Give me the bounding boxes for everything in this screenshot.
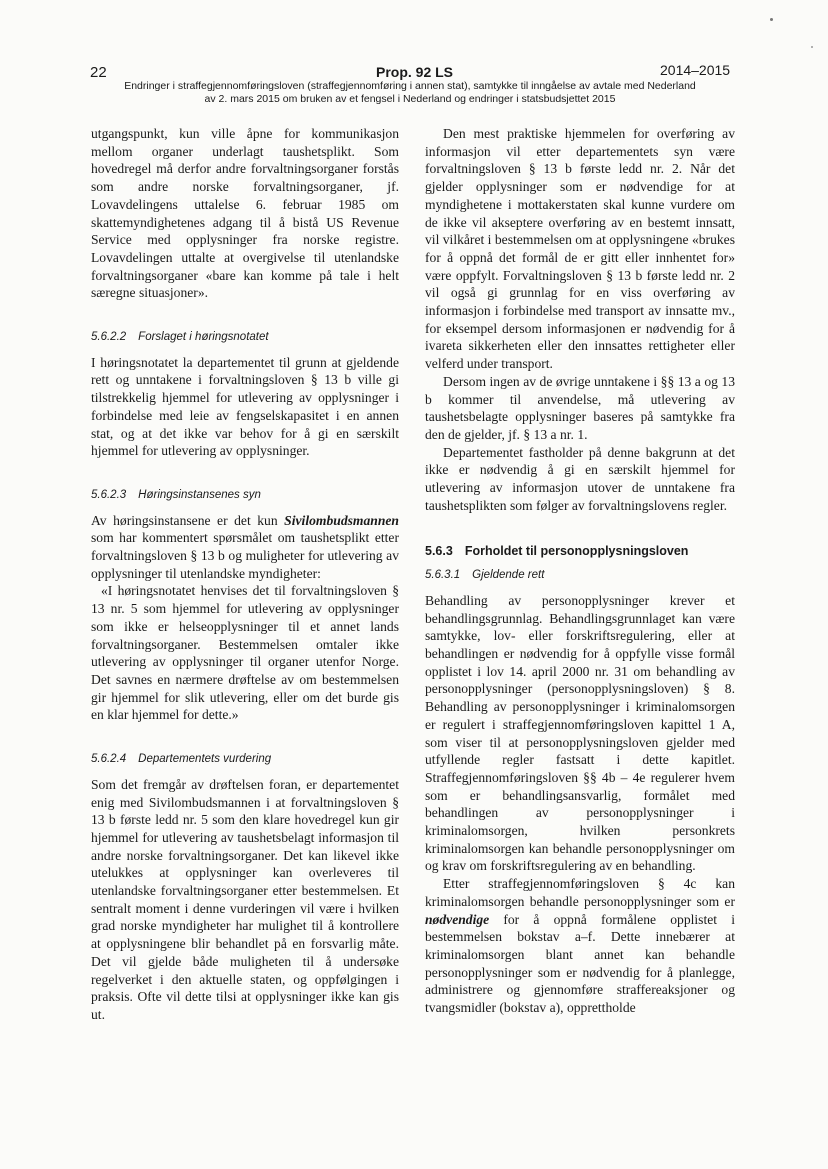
text-run: Etter straffegjennomføringsloven § 4c kan kriminalomsorgen behandle personopplysninger som er xyxy=(425,876,735,909)
heading-number: 5.6.3.1 xyxy=(425,569,461,582)
subsection-heading xyxy=(91,329,399,347)
paragraph: utgangspunkt, kun ville åpne for kommunikasjon mellom organer underlagt taushetsplikt. Som hovedregel må derfor andre forvaltningsorganer forstås som andre norske forvaltningsorganer, jf. Lovavdelingens uttalelse 6. februar 1985 om skattemyndighetenes adgang til å bistå US Revenue Service med opplysninger fra norske registre. Lovavdelingen uttalte at overgivelse til utenlandske forvaltningsorganer «bare kan komme på tale i helt særegne situasjoner». xyxy=(91,126,399,301)
paragraph: Den mest praktiske hjemmelen for overføring av informasjon vil etter departementets syn være forvaltningsloven § 13 b første ledd nr. 2. Når det gjelder opplysninger som er nødvendige for at myndighetene i mottakerstaten skal kunne vurdere om de ikke vil akseptere overføring av en bestemt innsatt, vil vilkåret i bestemmelsen om at opplysningene «brukes for å oppnå det formål de er gitt eller innhentet for» være oppfylt. Forvaltningsloven § 13 b første ledd nr. 2 vil også gi grunnlag for en viss overføring av informasjon i forbindelse med transport av innsatte mv., for eksempel dersom informasjonen er nødvendig for å ivareta sikkerheten eller den innsattes rettigheter eller velferd under transport. xyxy=(425,126,735,372)
heading-text: Forslaget i høringsnotatet xyxy=(138,331,269,344)
heading-number: 5.6.2.4 xyxy=(91,753,127,766)
running-title-line: av 2. mars 2015 om bruken av et fengsel i Nederland og endringer i statsbudsjettet 2015 xyxy=(204,93,616,105)
paragraph xyxy=(91,512,399,583)
document-id: Prop. 92 LS xyxy=(376,64,454,80)
running-title-line: Endringer i straffegjennomføringsloven (straffegjennomføring i annen stat), samtykke til inngåelse av avtale med Nederland xyxy=(124,80,696,92)
subsection-heading xyxy=(425,567,735,585)
paragraph: I høringsnotatet la departementet til grunn at gjeldende rett og unntakene i forvaltningsloven § 13 b ville gi tilstrekkelig hjemmel for utlevering av opplysninger i forbindelse med leie av fengselskapasitet i en annen stat, og at det ikke var behov for å gi en særskilt hjemmel for utlevering av opplysninger. xyxy=(91,354,399,459)
emphasis: Sivilombudsmannen xyxy=(284,512,399,528)
paragraph: Dersom ingen av de øvrige unntakene i §§ 13 a og 13 b kommer til anvendelse, må utlevering av taushetsbelagte opplysninger baseres på samtykke fra den de gjelder, jf. § 13 a nr. 1. xyxy=(425,373,735,442)
session-year: 2014–2015 xyxy=(660,62,731,78)
paragraph: Departementet fastholder på denne bakgrunn at det ikke er nødvendig å gi en særskilt hjemmel for utlevering av informasjon utover de unntakene fra taushetsplikten som følger av forvaltningslovens regler. xyxy=(425,444,735,513)
heading-number: 5.6.2.2 xyxy=(91,331,127,344)
block-quote: «I høringsnotatet henvises det til forvaltningsloven § 13 nr. 5 som hjemmel for utlevering av opplysninger som ikke er helseopplysninger til et annet lands forvaltningsorganer. Bestemmelsen omtaler ikke utlevering av opplysninger til organer utenfor Norge. Det savnes en nærmere drøftelse av om bestemmelsen gir hjemmel for slik utlevering, eller om det burde gis en klar hjemmel for dette.» xyxy=(91,583,399,723)
subsection-heading xyxy=(91,487,399,505)
text-run: for å oppnå formålene opplistet i bestemmelsen bokstav a–f. Dette innebærer at kriminalomsorgen blant annet kan behandle personopplysninger som er nødvendig for å planlegge, administrere og gjennomføre straffereaksjoner og tvangsmidler (bokstav a), opprettholde xyxy=(425,911,735,1016)
heading-text: Høringsinstansenes syn xyxy=(138,488,261,501)
paragraph: Behandling av personopplysninger krever et behandlingsgrunnlag. Behandlingsgrunnlaget kan være samtykke, lov- eller forskriftsregulering, eller at behandlingen er nødvendig for å oppfylle visse formål opplistet i lov 14. april 2000 nr. 31 om behandling av personopplysninger (personopplysningsloven) § 8. Behandling av personopplysninger i kriminalomsorgen er regulert i straffegjennomføringsloven kapittel 1 A, som viser til at personopplysningsloven gjelder med utfyllende regler fastsatt i dette kapitlet. Straffegjennomføringsloven §§ 4b – 4e regulerer hvem som er behandlingsansvarlig, formålet med behandlingen av personopplysninger i kriminalomsorgen, hvilken personkrets kriminalomsorgen kan behandle personopplysninger om og krav om forskriftsregulering av en behandling. xyxy=(425,592,735,874)
paragraph xyxy=(425,875,735,1017)
scan-speck xyxy=(811,46,813,48)
subsection-heading xyxy=(91,751,399,769)
right-column xyxy=(425,125,735,1017)
heading-text: Forholdet til personopplysningsloven xyxy=(464,544,689,559)
text-run: Av høringsinstansene er det kun xyxy=(91,512,285,528)
scan-speck xyxy=(770,18,773,21)
heading-text: Departementets vurdering xyxy=(138,753,272,766)
left-column xyxy=(91,125,399,1024)
heading-text: Gjeldende rett xyxy=(472,569,545,582)
running-title xyxy=(90,80,730,106)
emphasis: nødvendige xyxy=(425,911,490,927)
page-number: 22 xyxy=(90,64,107,81)
paragraph: Som det fremgår av drøftelsen foran, er departementet enig med Sivilombudsmannen i at forvaltningsloven § 13 b første ledd nr. 5 som den klare hovedregel kun gir hjemmel for utlevering av taushetsbelagt informasjon til andre norske forvaltningsorganer. Det kan likevel ikke utelukkes at opplysninger kan overleveres til utenlandske forvaltningsorganer etter bestemmelsen. Et sentralt moment i denne vurderingen vil være i hvilken grad norske myndigheter har mulighet til å kontrollere at opplysningene blir behandlet på en forsvarlig måte. Det vil gjelde både muligheten til å undersøke regelverket i den aktuelle staten, og oppfølgingen i praksis. Ofte vil dette tilsi at opplysninger ikke kan gis ut. xyxy=(91,776,399,1022)
text-run: som har kommentert spørsmålet om taushetsplikt etter forvaltningsloven § 13 b og muligheter for utlevering av opplysninger til utenlandske myndigheter: xyxy=(91,530,399,581)
heading-number: 5.6.3 xyxy=(425,544,453,559)
heading-number: 5.6.2.3 xyxy=(91,488,127,501)
section-heading xyxy=(425,543,735,561)
